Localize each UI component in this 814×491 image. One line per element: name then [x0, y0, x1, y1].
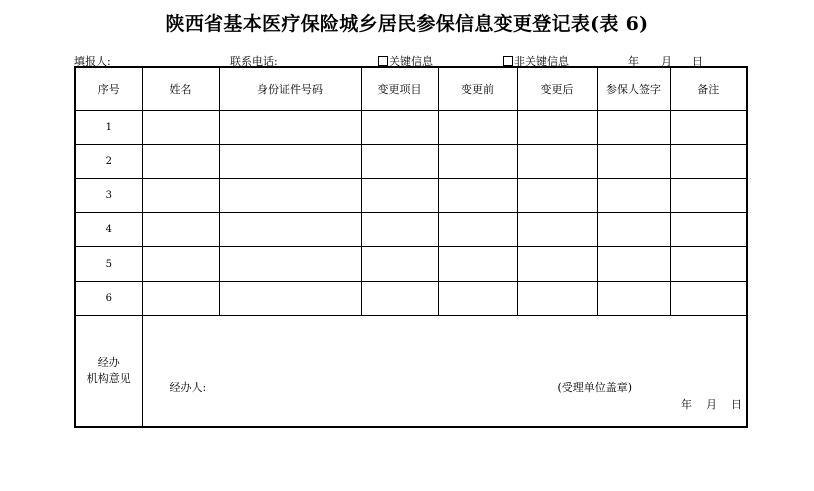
form-title: 陕西省基本医疗保险城乡居民参保信息变更登记表(表 6) [165, 13, 649, 35]
opinion-date-day: 日 [731, 397, 742, 411]
key-info-label: 关键信息 [389, 55, 433, 68]
before-change-cell[interactable] [438, 110, 517, 144]
signature-cell[interactable] [597, 213, 670, 247]
agency-opinion-label [75, 315, 142, 427]
fill-date-month: 月 [661, 55, 672, 68]
signature-cell[interactable] [597, 281, 670, 315]
seal-note: (受理单位盖章) [557, 380, 633, 394]
remarks-cell[interactable] [670, 144, 747, 178]
row-number: 5 [75, 247, 142, 281]
name-cell[interactable] [142, 247, 219, 281]
filler-label: 填报人: [74, 55, 111, 68]
row-number: 4 [75, 213, 142, 247]
table-row [75, 247, 747, 281]
after-change-cell[interactable] [517, 144, 597, 178]
signature-cell[interactable] [597, 179, 670, 213]
agency-opinion-label-line1: 经办 [97, 355, 120, 369]
signature-cell[interactable] [597, 110, 670, 144]
remarks-cell[interactable] [670, 179, 747, 213]
id-number-cell[interactable] [219, 247, 361, 281]
nonkey-info-checkbox[interactable] [503, 56, 513, 66]
phone-label: 联系电话: [230, 55, 278, 68]
row-number: 1 [75, 110, 142, 144]
change-item-cell[interactable] [361, 247, 438, 281]
id-number-cell[interactable] [219, 213, 361, 247]
header-before-change: 变更前 [438, 67, 517, 110]
name-cell[interactable] [142, 179, 219, 213]
after-change-cell[interactable] [517, 247, 597, 281]
opinion-date [681, 396, 742, 412]
agency-opinion-label-line2: 机构意见 [86, 371, 131, 385]
table-header-row [75, 67, 747, 110]
before-change-cell[interactable] [438, 144, 517, 178]
header-after-change: 变更后 [517, 67, 597, 110]
table-row [75, 281, 747, 315]
header-remarks: 备注 [670, 67, 747, 110]
header-id-number: 身份证件号码 [219, 67, 361, 110]
change-item-cell[interactable] [361, 110, 438, 144]
opinion-date-year: 年 [681, 397, 692, 411]
id-number-cell[interactable] [219, 281, 361, 315]
fill-date-year: 年 [628, 55, 639, 68]
header-insured-signature: 参保人签字 [597, 67, 670, 110]
remarks-cell[interactable] [670, 281, 747, 315]
header-name: 姓名 [142, 67, 219, 110]
change-item-cell[interactable] [361, 281, 438, 315]
before-change-cell[interactable] [438, 213, 517, 247]
change-registration-table [74, 66, 748, 428]
change-item-cell[interactable] [361, 144, 438, 178]
name-cell[interactable] [142, 213, 219, 247]
before-change-cell[interactable] [438, 247, 517, 281]
header-seq: 序号 [75, 67, 142, 110]
row-number: 6 [75, 281, 142, 315]
remarks-cell[interactable] [670, 247, 747, 281]
fill-date-day: 日 [692, 55, 703, 68]
id-number-cell[interactable] [219, 144, 361, 178]
signature-cell[interactable] [597, 247, 670, 281]
table-row [75, 110, 747, 144]
nonkey-info-label: 非关键信息 [514, 55, 569, 68]
change-item-cell[interactable] [361, 213, 438, 247]
change-item-cell[interactable] [361, 179, 438, 213]
before-change-cell[interactable] [438, 281, 517, 315]
after-change-cell[interactable] [517, 213, 597, 247]
name-cell[interactable] [142, 110, 219, 144]
id-number-cell[interactable] [219, 110, 361, 144]
signature-cell[interactable] [597, 144, 670, 178]
table-row [75, 179, 747, 213]
opinion-date-month: 月 [706, 397, 717, 411]
table-row [75, 144, 747, 178]
after-change-cell[interactable] [517, 179, 597, 213]
agency-opinion-content[interactable] [142, 315, 747, 427]
row-number: 2 [75, 144, 142, 178]
table-row [75, 213, 747, 247]
remarks-cell[interactable] [670, 213, 747, 247]
before-change-cell[interactable] [438, 179, 517, 213]
key-info-checkbox[interactable] [378, 56, 388, 66]
after-change-cell[interactable] [517, 281, 597, 315]
id-number-cell[interactable] [219, 179, 361, 213]
after-change-cell[interactable] [517, 110, 597, 144]
name-cell[interactable] [142, 144, 219, 178]
handler-label: 经办人: [169, 380, 207, 394]
name-cell[interactable] [142, 281, 219, 315]
agency-opinion-row [75, 315, 747, 427]
header-change-item: 变更项目 [361, 67, 438, 110]
row-number: 3 [75, 179, 142, 213]
remarks-cell[interactable] [670, 110, 747, 144]
